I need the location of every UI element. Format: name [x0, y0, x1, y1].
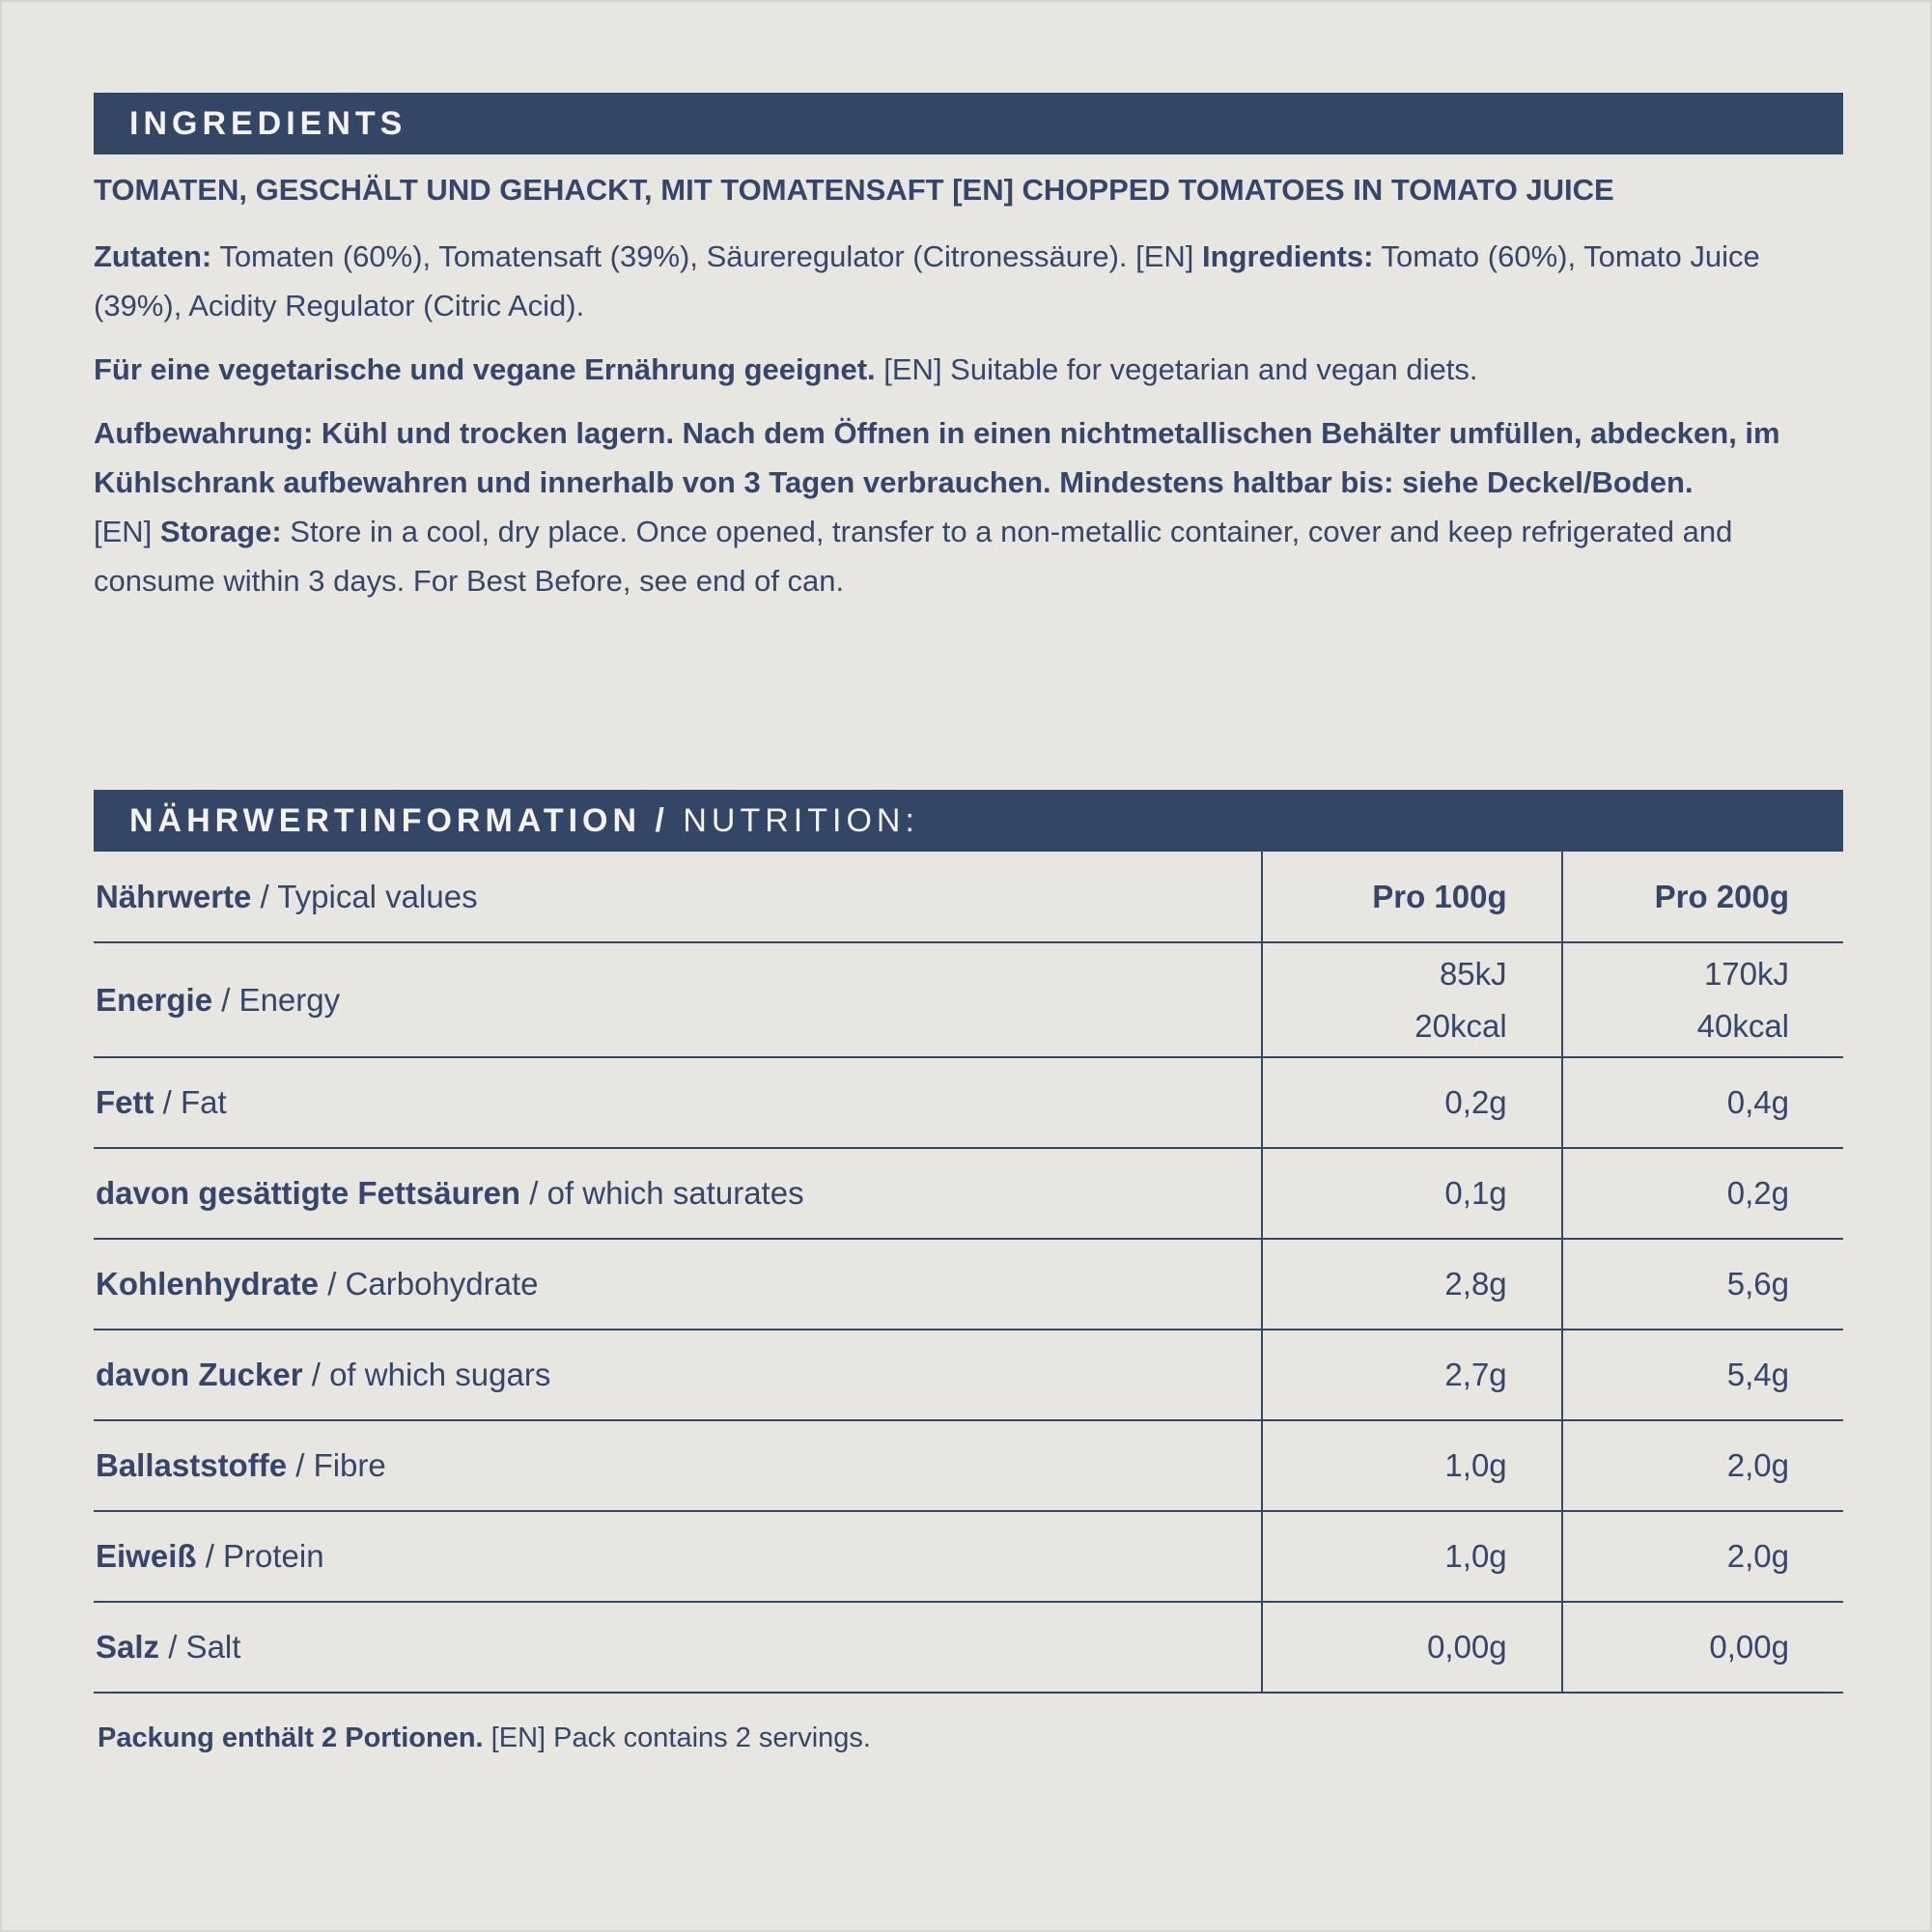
row-label — [94, 1057, 1262, 1148]
storage-en-text: Store in a cool, dry place. Once opened, transfer to a non-metallic container, cover and keep refrigerated and consume within 3 days. For Best Before, see end of can. — [94, 515, 1733, 598]
storage-en-prefix: [EN] — [94, 515, 160, 548]
servings-footnote — [98, 1722, 871, 1754]
row-label-en: / Carbohydrate — [319, 1266, 539, 1302]
row-label-en: / of which saturates — [520, 1175, 804, 1211]
row-per-100g: 0,1g — [1262, 1148, 1562, 1239]
table-row — [94, 1602, 1843, 1693]
ingredients-de-text: Tomaten (60%), Tomatensaft (39%), Säureregulator (Citronessäure). [EN] — [211, 239, 1203, 273]
row-label-en: / Salt — [159, 1629, 241, 1665]
nutrition-banner-en: NUTRITION: — [668, 802, 919, 839]
energy-per-100g — [1262, 942, 1562, 1057]
row-label — [94, 1148, 1262, 1239]
diet-en: [EN] Suitable for vegetarian and vegan diets. — [875, 352, 1478, 386]
row-label — [94, 1420, 1262, 1511]
nutrition-table — [94, 852, 1843, 1694]
row-label-de: Eiweiß — [96, 1538, 197, 1574]
storage-paragraph — [94, 408, 1843, 605]
nutrition-banner-de: NÄHRWERTINFORMATION / — [129, 802, 669, 839]
ingredients-paragraph — [94, 232, 1843, 330]
row-per-100g: 1,0g — [1262, 1511, 1562, 1602]
storage-de: Aufbewahrung: Kühl und trocken lagern. Nach dem Öffnen in einen nichtmetallischen Behälter umfüllen, abdecken, im Kühlschrank aufbewahren und innerhalb von 3 Tagen verbrauchen. Mindestens haltbar bis: siehe Deckel/Boden. — [94, 416, 1780, 499]
row-per-200g: 0,4g — [1562, 1057, 1843, 1148]
product-title — [94, 172, 1843, 208]
row-label-en: / Fibre — [287, 1447, 386, 1483]
row-per-100g: 0,2g — [1262, 1057, 1562, 1148]
row-label-de: Kohlenhydrate — [96, 1266, 320, 1302]
row-label-de: Salz — [96, 1629, 160, 1665]
energy-row — [94, 942, 1843, 1057]
energy-per-200g-kj: 170kJ — [1703, 955, 1789, 992]
row-label-de: davon Zucker — [96, 1357, 303, 1392]
energy-per-100g-kcal: 20kcal — [1414, 1007, 1507, 1044]
storage-en-label: Storage: — [159, 515, 282, 548]
row-per-200g: 2,0g — [1562, 1511, 1843, 1602]
row-per-100g: 2,7g — [1262, 1330, 1562, 1420]
row-label-de: davon gesättigte Fettsäuren — [96, 1175, 521, 1211]
ingredients-banner-title: INGREDIENTS — [129, 105, 407, 142]
row-label — [94, 1239, 1262, 1330]
energy-label — [94, 942, 1262, 1057]
row-per-200g: 5,4g — [1562, 1330, 1843, 1420]
ingredients-en-text: Tomato (60%), Tomato Juice (39%), Acidity Regulator (Citric Acid). — [94, 239, 1760, 322]
ingredients-de-label: Zutaten: — [94, 239, 212, 273]
footnote-de: Packung enthält 2 Portionen. — [98, 1722, 484, 1753]
table-row — [94, 1330, 1843, 1420]
ingredients-en-label: Ingredients: — [1202, 239, 1374, 273]
footnote-en: [EN] Pack contains 2 servings. — [483, 1722, 871, 1753]
row-per-200g: 0,2g — [1562, 1148, 1843, 1239]
header-label — [94, 852, 1262, 942]
row-label — [94, 1330, 1262, 1420]
header-label-en: / Typical values — [251, 878, 478, 914]
row-per-100g: 1,0g — [1262, 1420, 1562, 1511]
energy-label-en: / Energy — [212, 981, 341, 1018]
row-label-en: / Fat — [154, 1084, 227, 1120]
nutrition-banner — [94, 790, 1843, 852]
diet-paragraph — [94, 345, 1843, 394]
row-label-en: / of which sugars — [302, 1357, 551, 1392]
energy-per-200g-kcal: 40kcal — [1696, 1007, 1789, 1044]
row-per-200g: 0,00g — [1562, 1602, 1843, 1693]
row-label-en: / Protein — [196, 1538, 324, 1574]
row-label — [94, 1602, 1262, 1693]
row-label — [94, 1511, 1262, 1602]
diet-de: Für eine vegetarische und vegane Ernährung geeignet. — [94, 352, 876, 386]
table-row — [94, 1511, 1843, 1602]
header-per-200g: Pro 200g — [1562, 852, 1843, 942]
product-title-text: TOMATEN, GESCHÄLT UND GEHACKT, MIT TOMATENSAFT [EN] CHOPPED TOMATOES IN TOMATO JUICE — [94, 173, 1614, 207]
header-label-de: Nährwerte — [96, 878, 252, 914]
energy-label-de: Energie — [96, 981, 213, 1018]
row-per-100g: 0,00g — [1262, 1602, 1562, 1693]
energy-per-100g-kj: 85kJ — [1439, 955, 1507, 992]
row-per-200g: 5,6g — [1562, 1239, 1843, 1330]
table-row — [94, 1057, 1843, 1148]
table-row — [94, 1239, 1843, 1330]
energy-per-200g — [1562, 942, 1843, 1057]
nutrition-header-row — [94, 852, 1843, 942]
ingredients-banner — [94, 93, 1843, 154]
row-label-de: Ballaststoffe — [96, 1447, 288, 1483]
table-row — [94, 1148, 1843, 1239]
row-label-de: Fett — [96, 1084, 154, 1120]
header-per-100g: Pro 100g — [1262, 852, 1562, 942]
table-row — [94, 1420, 1843, 1511]
row-per-100g: 2,8g — [1262, 1239, 1562, 1330]
row-per-200g: 2,0g — [1562, 1420, 1843, 1511]
